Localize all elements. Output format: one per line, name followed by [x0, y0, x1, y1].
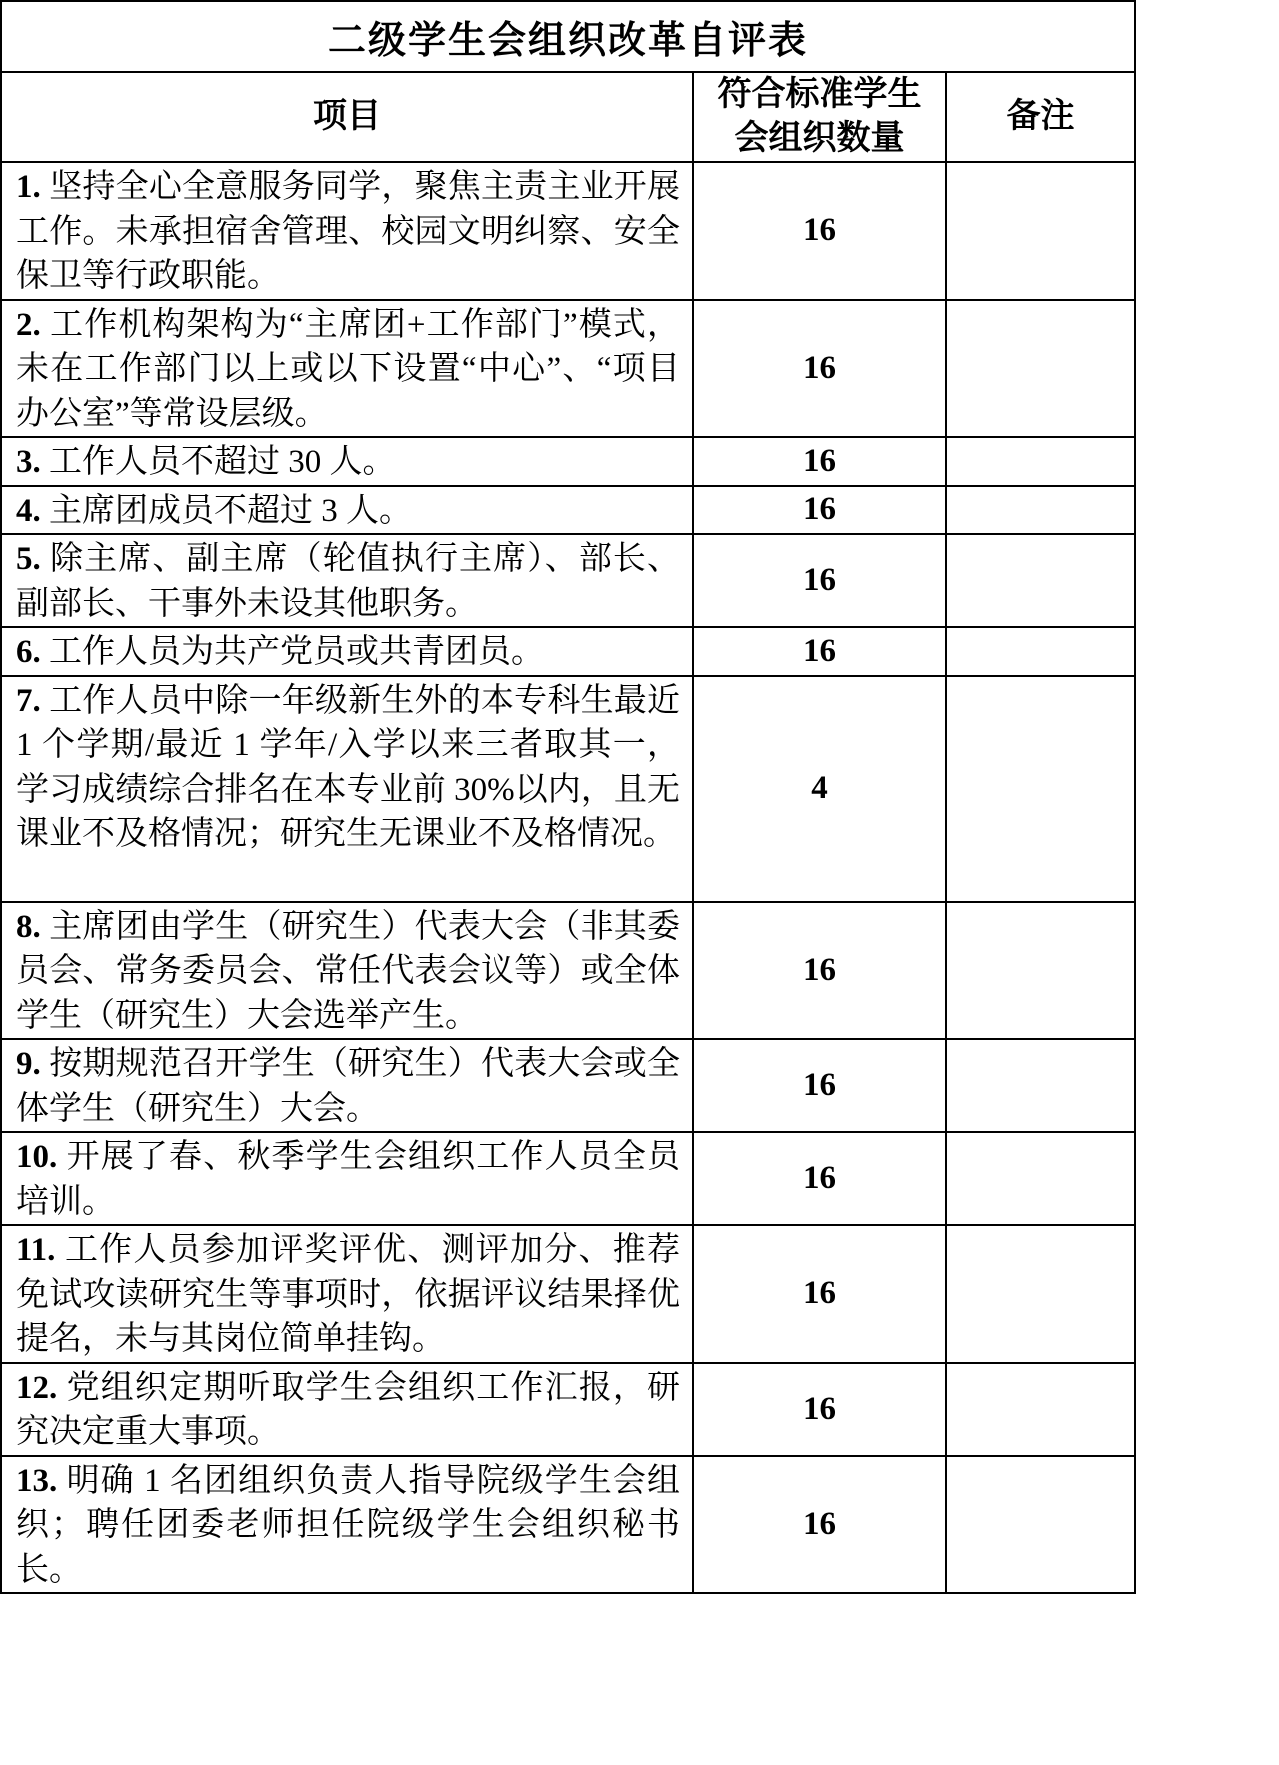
header-count — [693, 72, 946, 162]
item-text: 主席团由学生（研究生）代表大会（非其委员会、常务委员会、常任代表会议等）或全体学生（研究生）大会选举产生。 — [16, 908, 681, 1034]
item-text: 工作人员不超过 30 人。 — [49, 444, 396, 480]
item-number: 13. — [16, 1462, 58, 1499]
header-item: 项目 — [1, 72, 693, 162]
item-text: 坚持全心全意服务同学，聚焦主责主业开展工作。未承担宿舍管理、校园文明纠察、安全保卫等行政职能。 — [16, 169, 681, 294]
item-cell — [1, 162, 693, 300]
item-number: 7. — [16, 682, 41, 719]
note-cell — [946, 300, 1135, 438]
note-cell — [946, 902, 1135, 1040]
note-cell — [946, 534, 1135, 627]
item-text: 工作人员为共产党员或共青团员。 — [49, 634, 544, 670]
table-row — [1, 1039, 1135, 1132]
count-cell: 16 — [693, 1039, 946, 1132]
table-row — [1, 486, 1135, 535]
table-row — [1, 1363, 1135, 1456]
item-cell — [1, 300, 693, 438]
note-cell — [946, 676, 1135, 902]
item-text: 工作人员中除一年级新生外的本专科生最近 1 个学期/最近 1 学年/入学以来三者取其一，学习成绩综合排名在本专业前 30%以内，且无课业不及格情况；研究生无课业不及格情况。 — [16, 682, 681, 852]
table-row — [1, 1456, 1135, 1594]
item-number: 2. — [16, 306, 41, 343]
count-cell: 16 — [693, 162, 946, 300]
table-row — [1, 627, 1135, 676]
table-row — [1, 1132, 1135, 1225]
note-cell — [946, 162, 1135, 300]
count-cell: 16 — [693, 300, 946, 438]
note-cell — [946, 1132, 1135, 1225]
note-cell — [946, 627, 1135, 676]
table-row — [1, 437, 1135, 486]
table-row — [1, 676, 1135, 902]
item-number: 3. — [16, 444, 41, 480]
item-number: 12. — [16, 1369, 58, 1406]
table-row — [1, 1225, 1135, 1363]
item-cell — [1, 1132, 693, 1225]
item-cell — [1, 902, 693, 1040]
item-text: 除主席、副主席（轮值执行主席）、部长、副部长、干事外未设其他职务。 — [16, 541, 681, 622]
item-number: 4. — [16, 492, 41, 529]
count-cell: 16 — [693, 1456, 946, 1594]
count-cell: 16 — [693, 1132, 946, 1225]
count-cell: 16 — [693, 437, 946, 486]
table-row — [1, 902, 1135, 1040]
count-cell: 16 — [693, 1363, 946, 1456]
item-cell — [1, 1225, 693, 1363]
item-cell — [1, 627, 693, 676]
table-row — [1, 534, 1135, 627]
item-text: 按期规范召开学生（研究生）代表大会或全体学生（研究生）大会。 — [16, 1046, 681, 1127]
item-cell — [1, 1456, 693, 1594]
note-cell — [946, 486, 1135, 535]
title-row — [1, 1, 1135, 72]
item-number: 10. — [16, 1139, 58, 1175]
item-text: 主席团成员不超过 3 人。 — [49, 492, 412, 529]
item-cell — [1, 486, 693, 535]
item-cell — [1, 1363, 693, 1456]
count-cell: 16 — [693, 902, 946, 1040]
item-number: 8. — [16, 908, 41, 945]
header-count-line1: 符合标准学生 — [717, 76, 922, 113]
header-note: 备注 — [946, 72, 1135, 162]
item-text: 明确 1 名团组织负责人指导院级学生会组织；聘任团委老师担任院级学生会组织秘书长。 — [16, 1462, 681, 1588]
item-number: 6. — [16, 634, 41, 670]
note-cell — [946, 1225, 1135, 1363]
header-row — [1, 72, 1135, 162]
item-text: 工作人员参加评奖评优、测评加分、推荐免试攻读研究生等事项时，依据评议结果择优提名，未与其岗位简单挂钩。 — [16, 1232, 681, 1357]
note-cell — [946, 437, 1135, 486]
note-cell — [946, 1363, 1135, 1456]
table-title: 二级学生会组织改革自评表 — [1, 1, 1135, 72]
count-cell: 16 — [693, 486, 946, 535]
count-cell: 16 — [693, 534, 946, 627]
count-cell: 16 — [693, 627, 946, 676]
item-text: 党组织定期听取学生会组织工作汇报，研究决定重大事项。 — [16, 1369, 681, 1450]
count-cell: 16 — [693, 1225, 946, 1363]
item-cell — [1, 534, 693, 627]
note-cell — [946, 1456, 1135, 1594]
item-cell — [1, 676, 693, 902]
item-text: 工作机构架构为“主席团+工作部门”模式，未在工作部门以上或以下设置“中心”、“项目办公室”等常设层级。 — [16, 306, 681, 432]
table-row — [1, 300, 1135, 438]
item-cell — [1, 437, 693, 486]
note-cell — [946, 1039, 1135, 1132]
item-number: 11. — [16, 1232, 56, 1268]
item-text: 开展了春、秋季学生会组织工作人员全员培训。 — [16, 1139, 681, 1220]
header-count-line2: 会组织数量 — [734, 120, 905, 157]
item-number: 5. — [16, 541, 41, 577]
table-row — [1, 162, 1135, 300]
item-number: 9. — [16, 1046, 41, 1082]
count-cell: 4 — [693, 676, 946, 902]
item-cell — [1, 1039, 693, 1132]
item-number: 1. — [16, 169, 41, 205]
